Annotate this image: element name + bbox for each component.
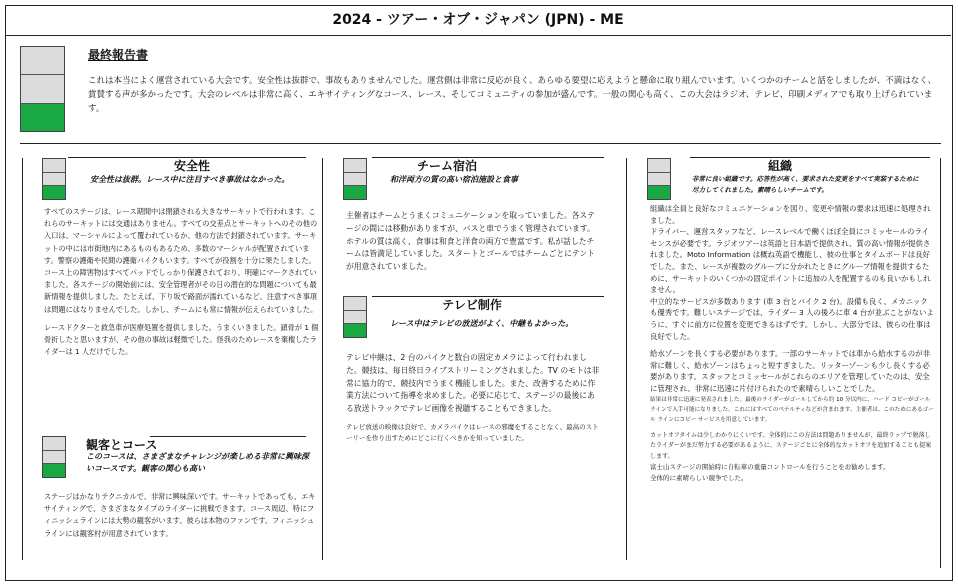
tv-rating-gauge (343, 296, 367, 338)
gauge-segment (43, 437, 65, 451)
organization-paragraph: カットオフタイムは少しわかりにくいです。全体的にこの方法は問題ありませんが、最終ラップで脱落したライダーがまだ努力する必要があるように、ステージごとに全体的なカットオフを追加することも提案します。 (650, 431, 932, 460)
organization-paragraph: ドライバー、運営スタッフなど、レースレベルで働くほぼ全員にコミッセールのライセンスが必要です。ラジオツアーは英語と日本語で提供され、質の高い情報が提供されました。Moto Information は概ね英語で機能し、彼の仕事とタイムボードは良好でした。また、レースが複数のグループに分かれたときにグループ情報を提供するために、サーキットのいくつかの固定ポイントに追加の人を配置するのも良いかもしれません。 (650, 227, 931, 295)
gauge-segment-filled (344, 186, 366, 199)
safety-subtitle: 安全性は抜群。レース中に注目すべき事故はなかった。 (90, 175, 290, 184)
column-rule (940, 158, 941, 568)
page-title: 2024 - ツアー・オブ・ジャパン (JPN) - ME (5, 5, 951, 36)
organization-subtitle: 非常に良い組織です。応答性が高く、要求された変更をすべて実装するために尽力してくれました。素晴らしいチームです。 (692, 175, 919, 194)
lodging-rating-gauge (343, 158, 367, 200)
gauge-segment (21, 47, 64, 75)
organization-title: 組織 (767, 159, 792, 173)
gauge-segment-filled (648, 186, 670, 199)
course-body: ステージはかなりテクニカルで、非常に興味深いです。サーキットであっても、エキサイティングで、さまざまなタイプのライダーに挑戦できます。コース周辺、特にフィニッシュラインには大勢の観客がいます。彼らは本物のファンです。フィニッシュラインには観客村が用意されています。 (44, 492, 316, 538)
lodging-body: 主催者はチームとうまくコミュニケーションを取っていました。各ステージの間には移動がありますが、バスと車でうまく管理されています。ホテルの質は高く、食事は和食と洋食の両方で豊富です。私が話したチームは皆満足していました。スタートとゴールではチームごとにテントが用意されていました。 (346, 211, 595, 272)
gauge-segment (648, 159, 670, 173)
column-rule (322, 158, 323, 560)
tv-paragraph: テレビ中継は、2 台のバイクと数台の固定カメラによって行われました。競技は、毎日終日ライブストリーミングされました。TV のモトは非常に協力的で、競技内でうまく機能しました。また、改善するために作業方法について指導を求めました。必要に応じて、ステージの最後にある放送トラックでテレビ画像を視聴することもできました。 (346, 353, 600, 414)
gauge-segment (344, 297, 366, 311)
safety-title: 安全性 (173, 159, 210, 173)
organization-paragraph: 給水ゾーンを長くする必要があります。一部のサーキットでは車から給水するのが非常に難しく、給水ゾーンはちょっと短すぎました。リッターゾーンも少し長くする必要があります。スタッフとコミッセールがこれらのエリアを管理していたのは、安全に管理され、非常に迅速に片付けられたので素晴らしいことでした。 (650, 349, 930, 393)
column-rule (22, 158, 23, 560)
organization-paragraph: 富士山ステージの開始時に自転車の重量コントロールを行うことをお勧めします。 (650, 463, 890, 471)
safety-paragraph: すべてのステージは、レース期間中は閉鎖される大きなサーキットで行われます。これらのサーキットには交通はありません。すべての交差点とサーキットへのその他の入口は、マーシャルによって覆われているか、他の方法で封鎖されています。サーキットの中には市街地内にあるものもあるため、多数のマーシャルが配置されています。警察の護衛や民間の護衛バイクもいます。すべてが役割を十分に果たしました。 (44, 207, 318, 265)
gauge-segment (43, 173, 65, 187)
tv-title: テレビ制作 (442, 298, 502, 312)
gauge-segment (43, 159, 65, 173)
organization-paragraph: 組織は全員と良好なコミュニケーションを図り、変更や情報の要求は迅速に処理されました。 (650, 204, 931, 225)
gauge-segment (648, 173, 670, 187)
final-report-heading: 最終報告書 (88, 48, 149, 62)
safety-body (44, 206, 320, 358)
gauge-segment-filled (21, 104, 64, 131)
gauge-segment (344, 173, 366, 187)
column-rule (626, 158, 627, 560)
gauge-segment-filled (43, 464, 65, 477)
section-divider (20, 143, 941, 144)
course-subtitle: このコースは、さまざまなチャレンジが楽しめる非常に興味深いコースです。観客の関心も高い (86, 452, 309, 473)
gauge-segment-filled (344, 324, 366, 337)
course-title: 観客とコース (86, 438, 158, 452)
tv-subtitle: レース中はテレビの放送がよく、中継もよかった。 (390, 319, 574, 328)
organization-paragraph: 全体的に素晴らしい競争でした。 (650, 474, 748, 482)
section-title-rule (150, 436, 306, 437)
tv-body (346, 352, 602, 445)
organization-rating-gauge (647, 158, 671, 200)
gauge-segment (21, 75, 64, 103)
gauge-segment (344, 159, 366, 173)
gauge-segment (43, 451, 65, 465)
final-report-body: これは本当によく運営されている大会です。安全性は抜群で、事故もありませんでした。運営側は非常に反応が良く、あらゆる要望に応えようと懸命に取り組んでいます。いくつかのチームと話をしましたが、不満はなく、賞賛する声が多かったです。大会のレベルは非常に高く、エキサイティングなコース、レース、そしてコミュニティの参加が盛んです。一般の関心も高く、この大会はラジオ、テレビ、印刷メディアでも取り上げられています。 (88, 76, 937, 114)
organization-body (650, 203, 934, 484)
course-rating-gauge (42, 436, 66, 478)
gauge-segment (344, 311, 366, 325)
overall-rating-gauge (20, 46, 65, 132)
organization-paragraph: 中立的なサービスが多数あります (車 3 台とバイク 2 台)。設備も良く、メカニックも優秀です。難しいステージでは、ライダー 3 人の後ろに車 4 台が並ぶことがないように、すぐに前方に位置を変更できるはずです。しかし、大部分では、彼らの仕事は良好でした。 (650, 296, 934, 341)
safety-rating-gauge (42, 158, 66, 200)
tv-paragraph: テレビ放送の映像は良好で、カメラバイクはレースの邪魔をすることなく、最高のストーリーを作り出すためにどこに行くべきかを知っていました。 (346, 422, 599, 443)
organization-paragraph: 結果は非常に迅速に発表されました。最後のライダーがゴールしてから約 10 分以内に、ハード コピーがゴール ラインで入手可能になりました。これにはすべてのペナルティなどが含まれます。主催者は、このためにあるゴール ラインにコピー サービスを用意しています。 (650, 396, 934, 423)
lodging-title: チーム宿泊 (416, 159, 477, 173)
gauge-segment-filled (43, 186, 65, 199)
lodging-subtitle: 和洋両方の質の高い宿泊施設と食事 (390, 175, 518, 184)
safety-paragraph: レースドクターと救急車が医療処置を提供しました。うまくいきました。鎖骨が 1 個骨折したと思いますが、その他の事故は軽微でした。怪我のためレースを棄権したライダーは 1 人だけでした。 (44, 322, 319, 357)
safety-paragraph: コース上の障害物はすべてパッドでしっかり保護されており、明確にマークされていました。各ステージの開始前には、安全管理者がその日の潜在的な問題についても最新情報を提供しました。たとえば、下り坂で路面が濡れているなど、注意すべき事項は問題にはなりませんでした。しかし、チームにも常に情報が伝えられていました。 (44, 268, 318, 314)
